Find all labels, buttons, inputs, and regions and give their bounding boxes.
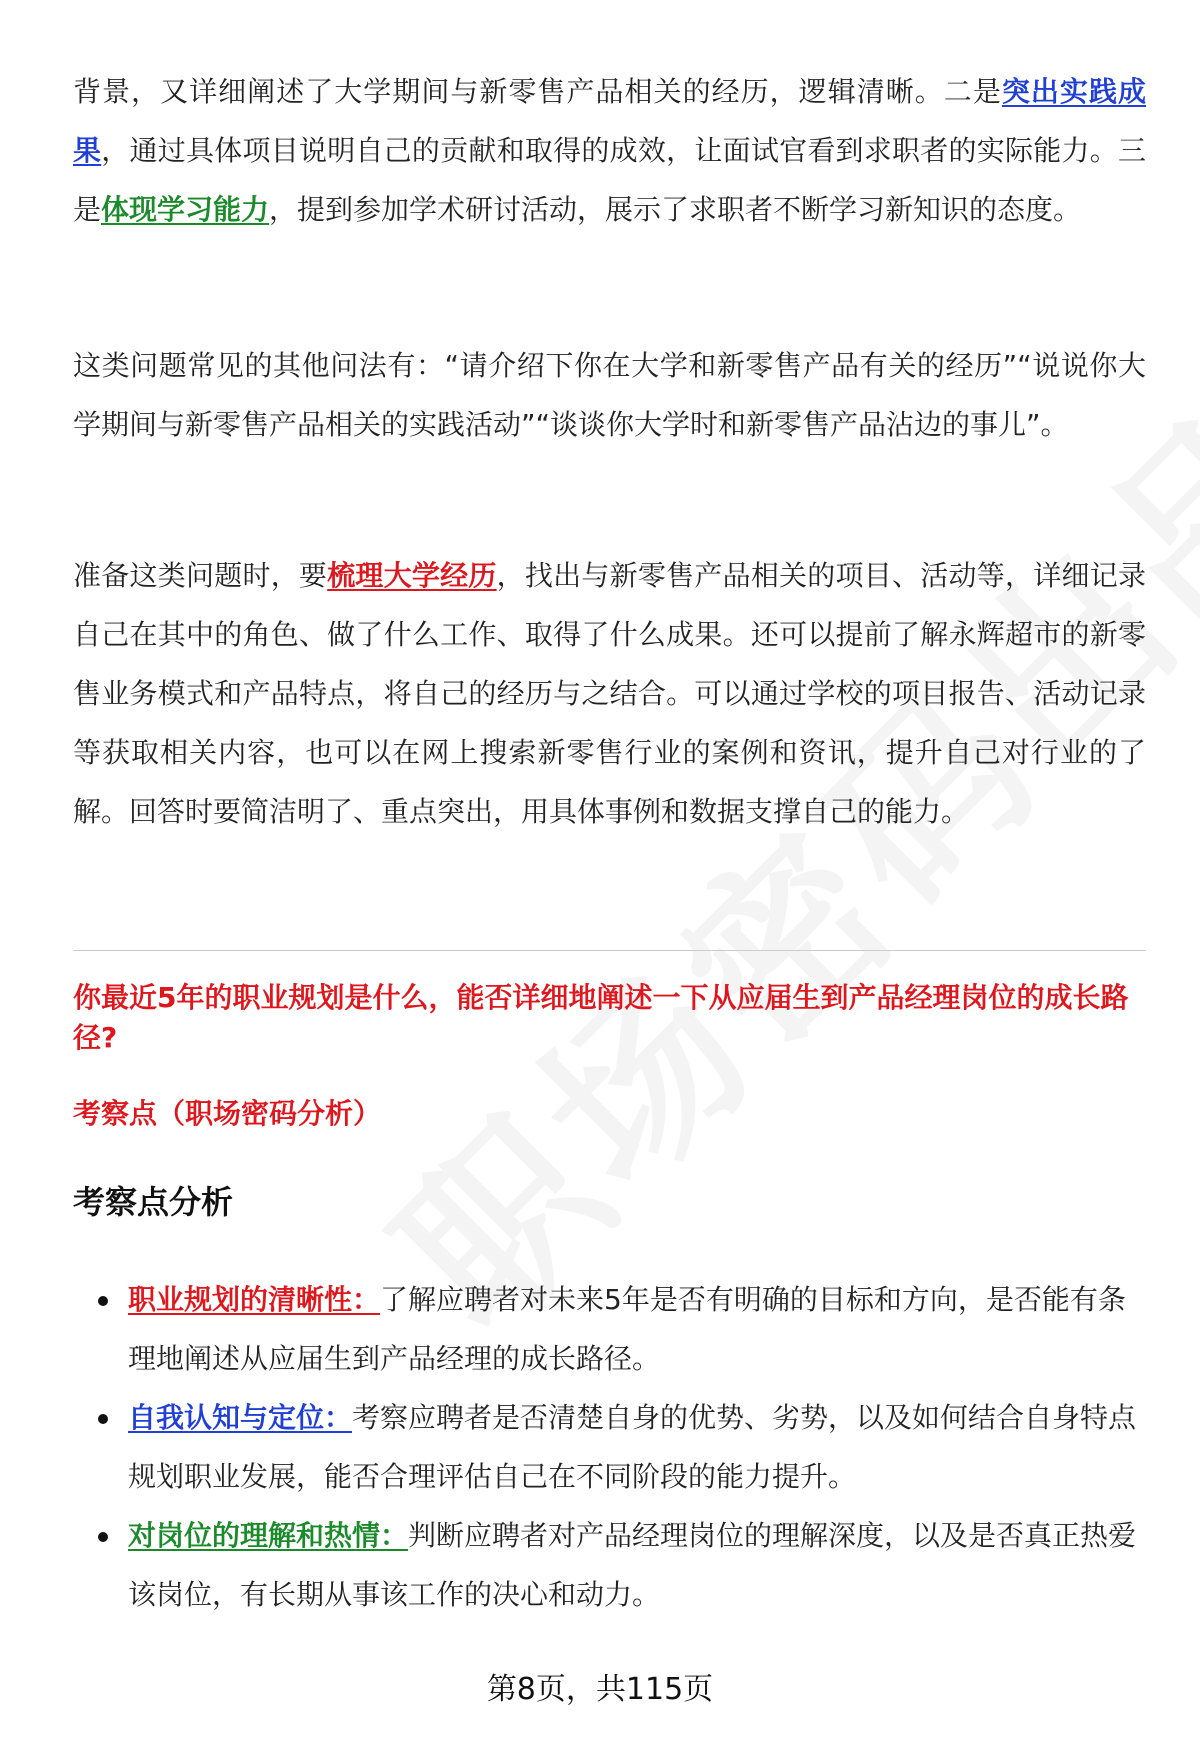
interview-question: 你最近5年的职业规划是什么，能否详细地阐述一下从应届生到产品经理岗位的成长路径? bbox=[73, 981, 1129, 1054]
point-label: 职业规划的清晰性： bbox=[128, 1283, 381, 1316]
paragraph-2 bbox=[73, 336, 1146, 454]
list-item bbox=[73, 1270, 1146, 1388]
watermark bbox=[329, 336, 1200, 1378]
paragraph-text: 准备这类问题时，要 bbox=[73, 559, 328, 592]
bullet-icon bbox=[98, 1296, 108, 1306]
paragraph-text: ，提到参加学术研讨活动，展示了求职者不断学习新知识的态度。 bbox=[269, 193, 1082, 226]
point-label: 自我认知与定位： bbox=[128, 1401, 353, 1434]
bullet-icon bbox=[98, 1532, 108, 1542]
page-number: 第8页，共115页 bbox=[486, 1672, 714, 1707]
paragraph-text: ，找出与新零售产品相关的项目、活动等，详细记录自己在其中的角色、做了什么工作、取得了什么成果。还可以提前了解永辉超市的新零售业务模式和产品特点，将自己的经历与之结合。可以通过学校的项目报告、活动记录等获取相关内容，也可以在网上搜索新零售行业的案例和资讯，提升自己对行业的了解。回答时要简洁明了、重点突出，用具体事例和数据支撑自己的能力。 bbox=[73, 559, 1146, 828]
analysis-label: 考察点（职场密码分析） bbox=[73, 1097, 382, 1130]
point-text: 判断应聘者对产品经理岗位的理解深度，以及是否真正热爱该岗位，有长期从事该工作的决心和动力。 bbox=[128, 1519, 1137, 1611]
paragraph-3 bbox=[73, 546, 1146, 841]
paragraph-text: 这类问题常见的其他问法有：“请介绍下你在大学和新零售产品有关的经历”“说说你大学期间与新零售产品相关的实践活动”“谈谈你大学时和新零售产品沾边的事儿”。 bbox=[73, 349, 1146, 441]
point-text: 考察应聘者是否清楚自身的优势、劣势，以及如何结合自身特点规划职业发展，能否合理评估自己在不同阶段的能力提升。 bbox=[128, 1401, 1137, 1493]
point-label: 对岗位的理解和热情： bbox=[128, 1519, 409, 1552]
paragraph-text: ，通过具体项目说明自己的贡献和取得的成效，让面试官看到求职者的实际能力。三是 bbox=[73, 134, 1146, 226]
section-heading: 考察点分析 bbox=[73, 1183, 234, 1221]
paragraph-text: 背景，又详细阐述了大学期间与新零售产品相关的经历，逻辑清晰。二是 bbox=[73, 75, 1002, 108]
highlight-practice-results: 突出实践成果 bbox=[73, 75, 1146, 167]
list-item bbox=[73, 1506, 1146, 1624]
bullet-icon bbox=[98, 1414, 108, 1424]
highlight-learning-ability: 体现学习能力 bbox=[101, 193, 270, 226]
paragraph-1 bbox=[73, 62, 1146, 239]
section-divider bbox=[73, 950, 1146, 951]
analysis-points-list bbox=[73, 1270, 1146, 1624]
list-item bbox=[73, 1388, 1146, 1506]
highlight-sort-experience: 梳理大学经历 bbox=[327, 559, 497, 592]
point-text: 了解应聘者对未来5年是否有明确的目标和方向，是否能有条理地阐述从应届生到产品经理的成长路径。 bbox=[128, 1283, 1126, 1375]
